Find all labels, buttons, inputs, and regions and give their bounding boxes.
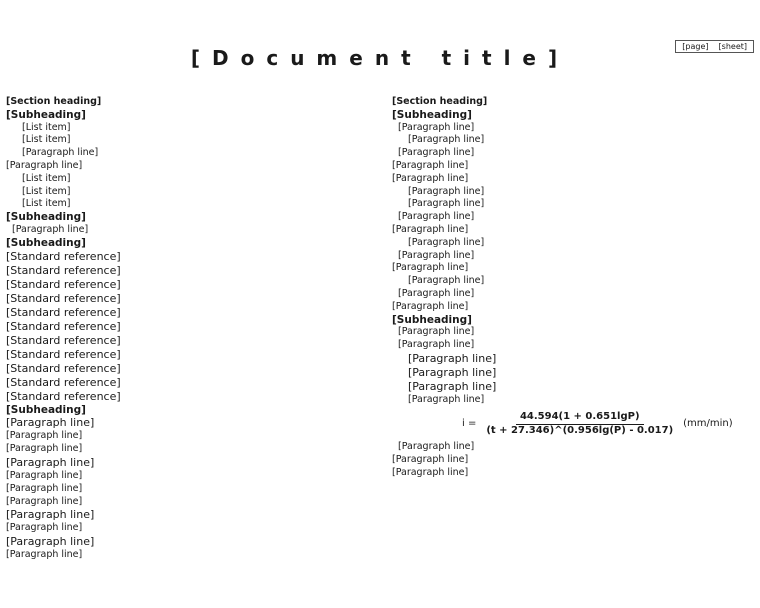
- text-line: [Subheading]: [6, 236, 86, 249]
- text-line: [Subheading]: [6, 211, 86, 224]
- text-line: [Paragraph line]: [398, 147, 475, 159]
- right-column-after-lines: [392, 441, 754, 479]
- text-line: [Paragraph line]: [6, 416, 95, 430]
- text-line: [Paragraph line]: [398, 326, 475, 338]
- text-line: [Subheading]: [6, 403, 86, 416]
- text-line: [Paragraph line]: [392, 466, 469, 478]
- text-line: [Paragraph line]: [408, 393, 485, 405]
- text-line: [Subheading]: [392, 313, 472, 326]
- text-line: [Paragraph line]: [408, 236, 485, 248]
- text-line: [Paragraph line]: [6, 535, 95, 549]
- text-line: [Standard reference]: [6, 347, 121, 361]
- text-line: [Standard reference]: [6, 305, 121, 319]
- text-line: [List item]: [22, 185, 71, 197]
- text-line: [Paragraph line]: [392, 223, 469, 235]
- formula-fraction: [482, 411, 677, 438]
- text-line: [Paragraph line]: [398, 211, 475, 223]
- text-line: [Subheading]: [392, 108, 472, 121]
- text-line: [List item]: [22, 121, 71, 133]
- text-line: [Paragraph line]: [6, 495, 83, 507]
- text-line: [Standard reference]: [6, 333, 121, 347]
- rainfall-formula: [392, 411, 754, 438]
- text-line: [Paragraph line]: [22, 147, 99, 159]
- text-line: [Paragraph line]: [398, 249, 475, 261]
- text-line: [Paragraph line]: [6, 508, 95, 522]
- text-line: [Paragraph line]: [392, 262, 469, 274]
- text-line: [Paragraph line]: [408, 275, 485, 287]
- text-line: [List item]: [22, 134, 71, 146]
- text-line: [Standard reference]: [6, 375, 121, 389]
- text-line: [Paragraph line]: [398, 287, 475, 299]
- text-line: [Standard reference]: [6, 291, 121, 305]
- text-line: [Paragraph line]: [392, 172, 469, 184]
- text-line: [Section heading]: [6, 96, 102, 107]
- right-column-lines: [392, 96, 754, 407]
- text-line: [List item]: [22, 172, 71, 184]
- formula-numerator: 44.594(1 + 0.651lgP): [516, 411, 644, 425]
- text-line: [Paragraph line]: [6, 469, 83, 481]
- page-label: [page]: [682, 42, 709, 51]
- text-line: [Paragraph line]: [6, 443, 83, 455]
- text-line: [Paragraph line]: [398, 441, 475, 453]
- text-line: [Paragraph line]: [6, 159, 83, 171]
- text-line: [Paragraph line]: [6, 549, 83, 561]
- text-line: [Paragraph line]: [398, 339, 475, 351]
- text-line: [Paragraph line]: [6, 522, 83, 534]
- text-line: [Section heading]: [392, 96, 488, 107]
- text-line: [Paragraph line]: [12, 223, 89, 235]
- text-line: [Paragraph line]: [6, 430, 83, 442]
- text-line: [Paragraph line]: [6, 455, 95, 469]
- text-line: [Subheading]: [6, 108, 86, 121]
- text-line: [Standard reference]: [6, 263, 121, 277]
- text-line: [Standard reference]: [6, 389, 121, 403]
- right-column: [392, 96, 754, 480]
- document-title: [Document title]: [190, 46, 570, 70]
- text-line: [Paragraph line]: [408, 134, 485, 146]
- text-line: [Paragraph line]: [6, 482, 83, 494]
- formula-unit: (mm/min): [683, 417, 733, 429]
- text-line: [Paragraph line]: [408, 198, 485, 210]
- text-line: [List item]: [22, 198, 71, 210]
- formula-denominator: (t + 27.346)^(0.956lg(P) - 0.017): [486, 424, 674, 436]
- text-line: [Paragraph line]: [392, 454, 469, 466]
- text-line: [Paragraph line]: [408, 185, 485, 197]
- text-line: [Paragraph line]: [408, 379, 497, 393]
- text-line: [Paragraph line]: [398, 121, 475, 133]
- sheet-label: [sheet]: [718, 42, 747, 51]
- text-line: [Standard reference]: [6, 277, 121, 291]
- text-line: [Paragraph line]: [392, 159, 469, 171]
- text-line: [Paragraph line]: [408, 351, 497, 365]
- text-line: [Standard reference]: [6, 361, 121, 375]
- formula-lhs: i =: [462, 417, 477, 429]
- text-line: [Paragraph line]: [408, 365, 497, 379]
- text-line: [Standard reference]: [6, 319, 121, 333]
- text-line: [Standard reference]: [6, 249, 121, 263]
- left-column: [6, 96, 376, 562]
- text-line: [Paragraph line]: [392, 300, 469, 312]
